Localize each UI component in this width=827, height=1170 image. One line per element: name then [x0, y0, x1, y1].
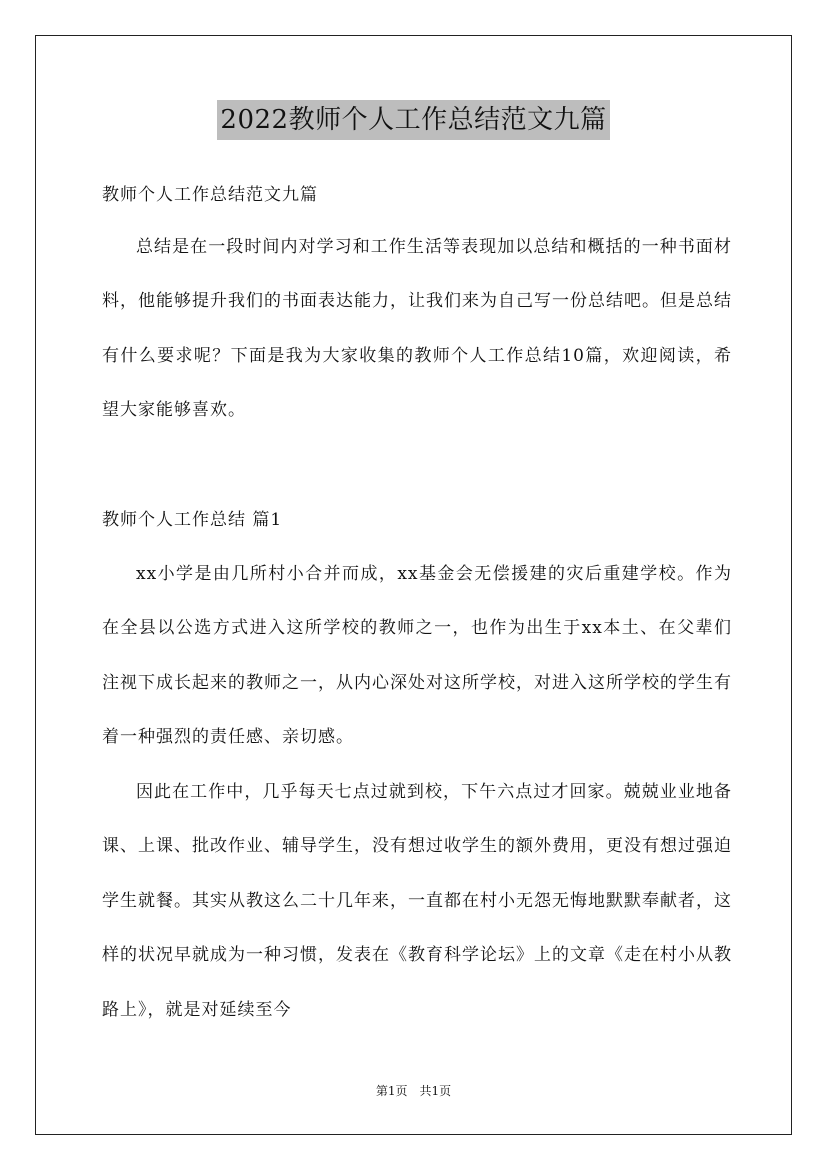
document-title: 2022教师个人工作总结范文九篇 — [217, 100, 609, 140]
main-heading: 教师个人工作总结范文九篇 — [102, 185, 318, 205]
title-container — [0, 100, 827, 140]
body-paragraph-2: 因此在工作中，几乎每天七点过就到校，下午六点过才回家。兢兢业业地备课、上课、批改作业、辅导学生，没有想过收学生的额外费用，更没有想过强迫学生就餐。其实从教这么二十几年来，一直都在村小无怨无悔地默默奉献者，这样的状况早就成为一种习惯，发表在《教育科学论坛》上的文章《走在村小从教路上》，就是对延续至今 — [102, 782, 732, 1020]
page-footer: 第1页 共1页 — [375, 1084, 452, 1098]
body-paragraph-1: xx小学是由几所村小合并而成，xx基金会无偿援建的灾后重建学校。作为在全县以公选方式进入这所学校的教师之一，也作为出生于xx本土、在父辈们注视下成长起来的教师之一，从内心深处对这所学校，对进入这所学校的学生有着一种强烈的责任感、亲切感。 — [102, 564, 732, 748]
section-heading: 教师个人工作总结 篇1 — [102, 510, 283, 530]
intro-paragraph: 总结是在一段时间内对学习和工作生活等表现加以总结和概括的一种书面材料，他能够提升我们的书面表达能力，让我们来为自己写一份总结吧。但是总结有什么要求呢？下面是我为大家收集的教师个人工作总结10篇，欢迎阅读，希望大家能够喜欢。 — [102, 237, 732, 421]
